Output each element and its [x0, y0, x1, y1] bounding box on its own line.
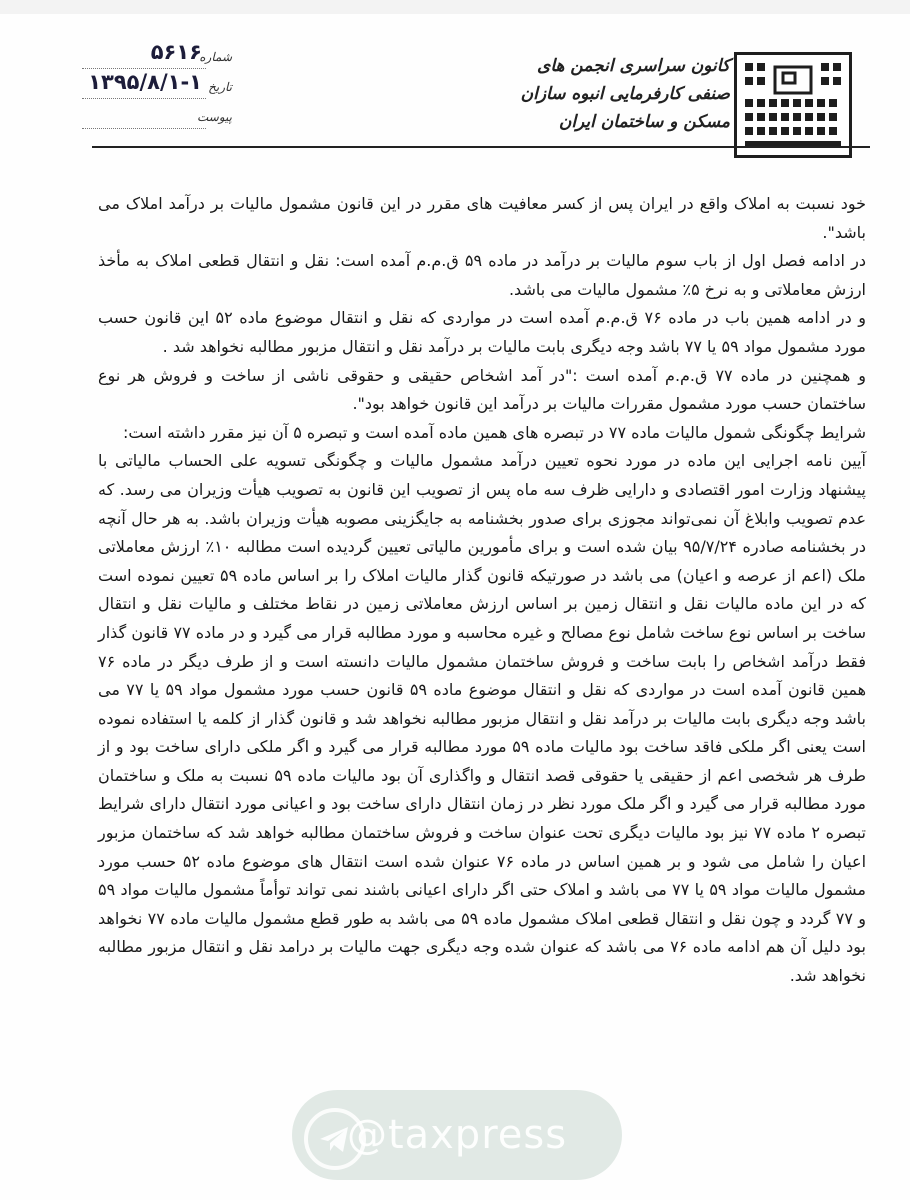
letter-date-row [88, 70, 232, 100]
org-name-line: صنفی کارفرمایی انبوه سازان [520, 84, 730, 104]
org-name-line: کانون سراسری انجمن های [537, 56, 730, 76]
letter-date-label: تاریخ [208, 80, 232, 94]
org-name-line: مسکن و ساختمان ایران [558, 112, 730, 132]
body-paragraph: و همچنین در ماده ۷۷ ق.م.م آمده است :"در آمد اشخاص حقیقی و حقوقی ناشی از ساخت و فروش هر نوع ساختمان حسب مورد مشمول مقررات مالیات بر درآمد این قانون خواهد بود". [98, 365, 866, 414]
telegram-icon [304, 1108, 366, 1170]
body-paragraph: خود نسبت به املاک واقع در ایران پس از کسر معافیت های مقرر در این قانون مشمول مالیات بر درآمد املاک می باشد". [98, 194, 866, 242]
letter-number-label: شماره [199, 50, 232, 64]
watermark-text: @taxpress [346, 1112, 568, 1158]
letter-number-row [92, 40, 232, 70]
org-name [520, 52, 730, 136]
letterhead [520, 46, 852, 156]
letter-meta [88, 40, 232, 130]
body-paragraph: آیین نامه اجرایی این ماده در مورد نحوه تعیین درآمد مشمول مالیات و چگونگی تسویه علی الحساب مالیاتی با پیشنهاد وزارت امور اقتصادی و دارایی ظرف سه ماه پس از تصویب این قانون به تصویب هیأت وزیران می رسد. که عدم تصویب وابلاغ آن نمی‌تواند مجوزی برای صدور بخشنامه به جایگزینی مصوبه هیأت وزیران باشد. به هر حال آنچه در بخشنامه صادره ۹۵/۷/۲۴ بیان شده است و برای مأمورین مالیاتی تعیین گردیده است مطالبه ۱۰٪ ارزش معاملاتی ملک (اعم از عرصه و اعیان) می باشد در صورتیکه قانون گذار مالیات املاک را بر اساس ماده ۵۹ تعیین نموده است که در این ماده مالیات نقل و انتقال زمین بر اساس ارزش معاملاتی زمین در نقاط مختلف و مالیات نقل و انتقال ساخت بر اساس نوع ساخت شامل نوع مصالح و غیره محاسبه و مورد مطالبه قرار می گیرد و در ماده ۷۷ قانون گذار فقط درآمد اشخاص را بابت ساخت و فروش ساختمان مشمول مالیات دانسته است و از طرف دیگر در ماده ۷۶ همین قانون آمده است در مواردی که نقل و انتقال موضوع ماده ۵۹ قانون حسب مورد مشمول مواد ۵۹ یا ۷۷ می باشد وجه دیگری بابت مالیات بر درآمد نقل و انتقال مزبور مطالبه نخواهد شد و قانون گذار از کلمه یا استفاده نموده است یعنی اگر ملکی فاقد ساخت بود مالیات ماده ۵۹ مورد مطالبه قرار می گیرد و اگر ملکی دارای ساخت بود و از طرف هر شخصی اعم از حقیقی یا حقوقی قصد انتقال و واگذاری آن بود مالیات ماده ۵۹ نسبت به ملک و ساختمان مورد مطالبه قرار می گیرد و اگر ملک مورد نظر در زمان انتقال دارای ساخت بود و اعیانی مورد انتقال دارای شرایط تبصره ۲ ماده ۷۷ نیز بود مالیات دیگری تحت عنوان ساخت و فروش ساختمان مطالبه خواهد شد که ساختمان مزبور اعیان را شامل می شود و بر همین اساس در ماده ۷۶ عنوان شده است انتقال های موضوع ماده ۵۲ حسب مورد مشمول مالیات مواد ۵۹ یا ۷۷ می باشد و املاک حتی اگر دارای اعیانی باشند نمی تواند توأماً مشمول مالیات مواد ۵۹ و ۷۷ گردد و چون نقل و انتقال قطعی املاک مشمول ماده ۵۹ می باشد به طور قطع مشمول مالیات ماده ۷۷ نخواهد بود دلیل آن هم ادامه ماده ۷۶ می باشد که عنوان شده وجه دیگری جهت مالیات بر درامد نقل و انتقال مزبور مطالبه نخواهد شد. [98, 451, 867, 986]
header-divider [92, 146, 870, 148]
watermark [292, 1090, 622, 1180]
body-paragraph: شرایط چگونگی شمول مالیات ماده ۷۷ در تبصره های همین ماده آمده است و تبصره ۵ آن نیز مقرر داشته است: [122, 422, 866, 442]
scan-edge [0, 0, 910, 14]
body-paragraph: در ادامه فصل اول از باب سوم مالیات بر درآمد در ماده ۵۹ ق.م.م آمده است: نقل و انتقال قطعی املاک به مأخذ ارزش معاملاتی و به نرخ ۵٪ مشمول مالیات می باشد. [98, 251, 866, 299]
body-paragraph: و در ادامه همین باب در ماده ۷۶ ق.م.م آمده است در مواردی که نقل و انتقال موضوع ماده ۵۲ این قانون حسب مورد مشمول مواد ۵۹ یا ۷۷ باشد وجه دیگری بابت مالیات بر درآمد نقل و انتقال مزبور مطالبه نخواهد شد . [98, 308, 867, 356]
letter-attachment-row [92, 100, 232, 130]
dotted-line [82, 128, 206, 129]
letter-number-value: ۵۶۱۶ [150, 40, 202, 64]
letter-date-value: ۱۳۹۵/۸/۱-۱ [88, 70, 202, 94]
dotted-line [82, 98, 206, 99]
letter-body [98, 190, 866, 991]
dotted-line [82, 68, 206, 69]
letter-attachment-label: پیوست [197, 110, 232, 124]
org-logo-icon [734, 52, 852, 158]
